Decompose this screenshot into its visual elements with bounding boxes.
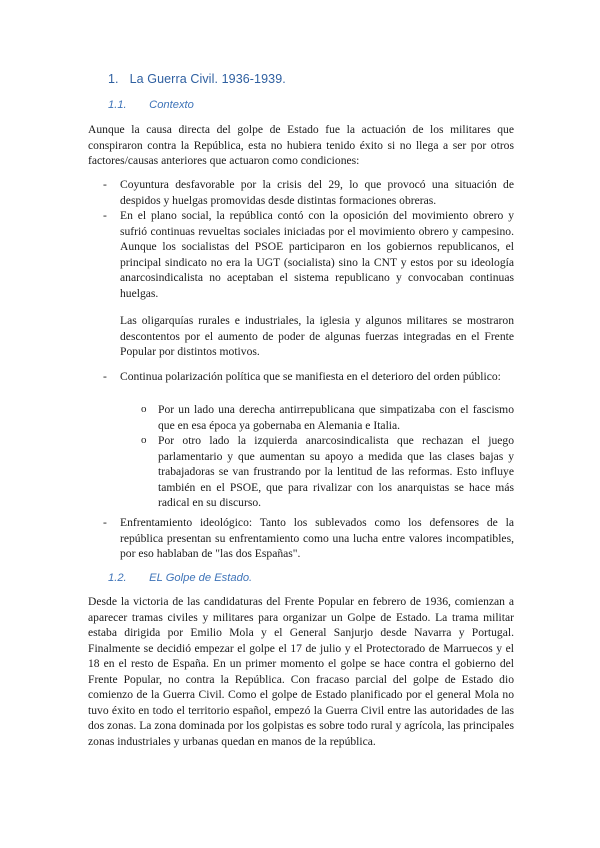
heading-1-1-title: Contexto <box>149 99 194 111</box>
heading-1-number: 1. <box>108 72 119 86</box>
heading-1 <box>108 72 286 86</box>
bullet-social-continuation: Las oligarquías rurales e industriales, la iglesia y algunos militares se mostraron descontentos por el aumento de poder de algunas fuerzas integradas en el Frente Popular por distintos motivos. <box>120 314 514 358</box>
heading-1-1 <box>108 99 194 111</box>
heading-1-2-title: EL Golpe de Estado. <box>149 572 253 584</box>
bullet-crisis: Coyuntura desfavorable por la crisis del 29, lo que provocó una situación de despidos y huelgas promovidas desde distintas formaciones obreras. <box>120 178 514 207</box>
context-intro-paragraph: Aunque la causa directa del golpe de Estado fue la actuación de los militares que conspiraron contra la República, esta no hubiera tenido éxito si no llega a ser por otros factores/causas anteriores que actuaron como condiciones: <box>88 123 514 167</box>
bullet-social: En el plano social, la república contó con la oposición del movimiento obrero y sufrió continuas revueltas sociales iniciadas por el movimiento obrero y campesino. Aunque los socialistas del PSOE participaron en los gobiernos republicanos, el principal sindicato no era la UGT (socialista) sino la CNT y estos por su ideología anarcosindicalista no aceptaban el sistema republicano y convocaban continuas huelgas. <box>120 209 514 300</box>
sub-bullet-marker: o <box>141 434 147 446</box>
heading-1-1-number: 1.1. <box>108 99 127 111</box>
bullet-marker: - <box>103 370 107 383</box>
bullet-marker: - <box>103 209 107 222</box>
bullet-marker: - <box>103 516 107 529</box>
coup-paragraph: Desde la victoria de las candidaturas del Frente Popular en febrero de 1936, comienzan a aparecer tramas civiles y militares para organizar un Golpe de Estado. La trama militar estaba dirigida por Emilio Mola y el General Sanjurjo desde Navarra y Portugal. Finalmente se decidió empezar el golpe el 17 de julio y el Protectorado de Marruecos y el 18 en el resto de España. En un primer momento el golpe se hace contra el gobierno del Frente Popular, no contra la República. Con fracaso parcial del golpe de Estado dio comienzo de la Guerra Civil. Como el golpe de Estado planificado por el general Mola no tuvo éxito en todo el territorio español, empezó la Guerra Civil entre las autoridades de las dos zonas. La zona dominada por los golpistas es sobre todo rural y agrícola, las principales zonas industriales y urbanas quedan en manos de la república. <box>88 595 514 748</box>
bullet-ideological: Enfrentamiento ideológico: Tanto los sublevados como los defensores de la república presentan su enfrentamiento como una lucha entre valores incompatibles, por eso hablaban de "las dos Españas". <box>120 516 514 560</box>
heading-1-2-number: 1.2. <box>108 572 127 584</box>
heading-1-2 <box>108 572 252 584</box>
sub-bullet-left: Por otro lado la izquierda anarcosindicalista que rechazan el juego parlamentario y que aumentan su apoyo a medida que las clases bajas y trabajadoras se van frustrando por la lentitud de las reformas. Esto influye también en el PSOE, que para rivalizar con los anarquistas se hace más radical en su discurso. <box>158 434 514 509</box>
sub-bullet-marker: o <box>141 403 147 415</box>
sub-bullet-right: Por un lado una derecha antirrepublicana que simpatizaba con el fascismo que en esa época ya gobernaba en Alemania e Italia. <box>158 403 514 432</box>
heading-1-title: La Guerra Civil. 1936-1939. <box>129 72 286 86</box>
bullet-polarization: Continua polarización política que se manifiesta en el deterioro del orden público: <box>120 370 501 383</box>
bullet-marker: - <box>103 178 107 191</box>
